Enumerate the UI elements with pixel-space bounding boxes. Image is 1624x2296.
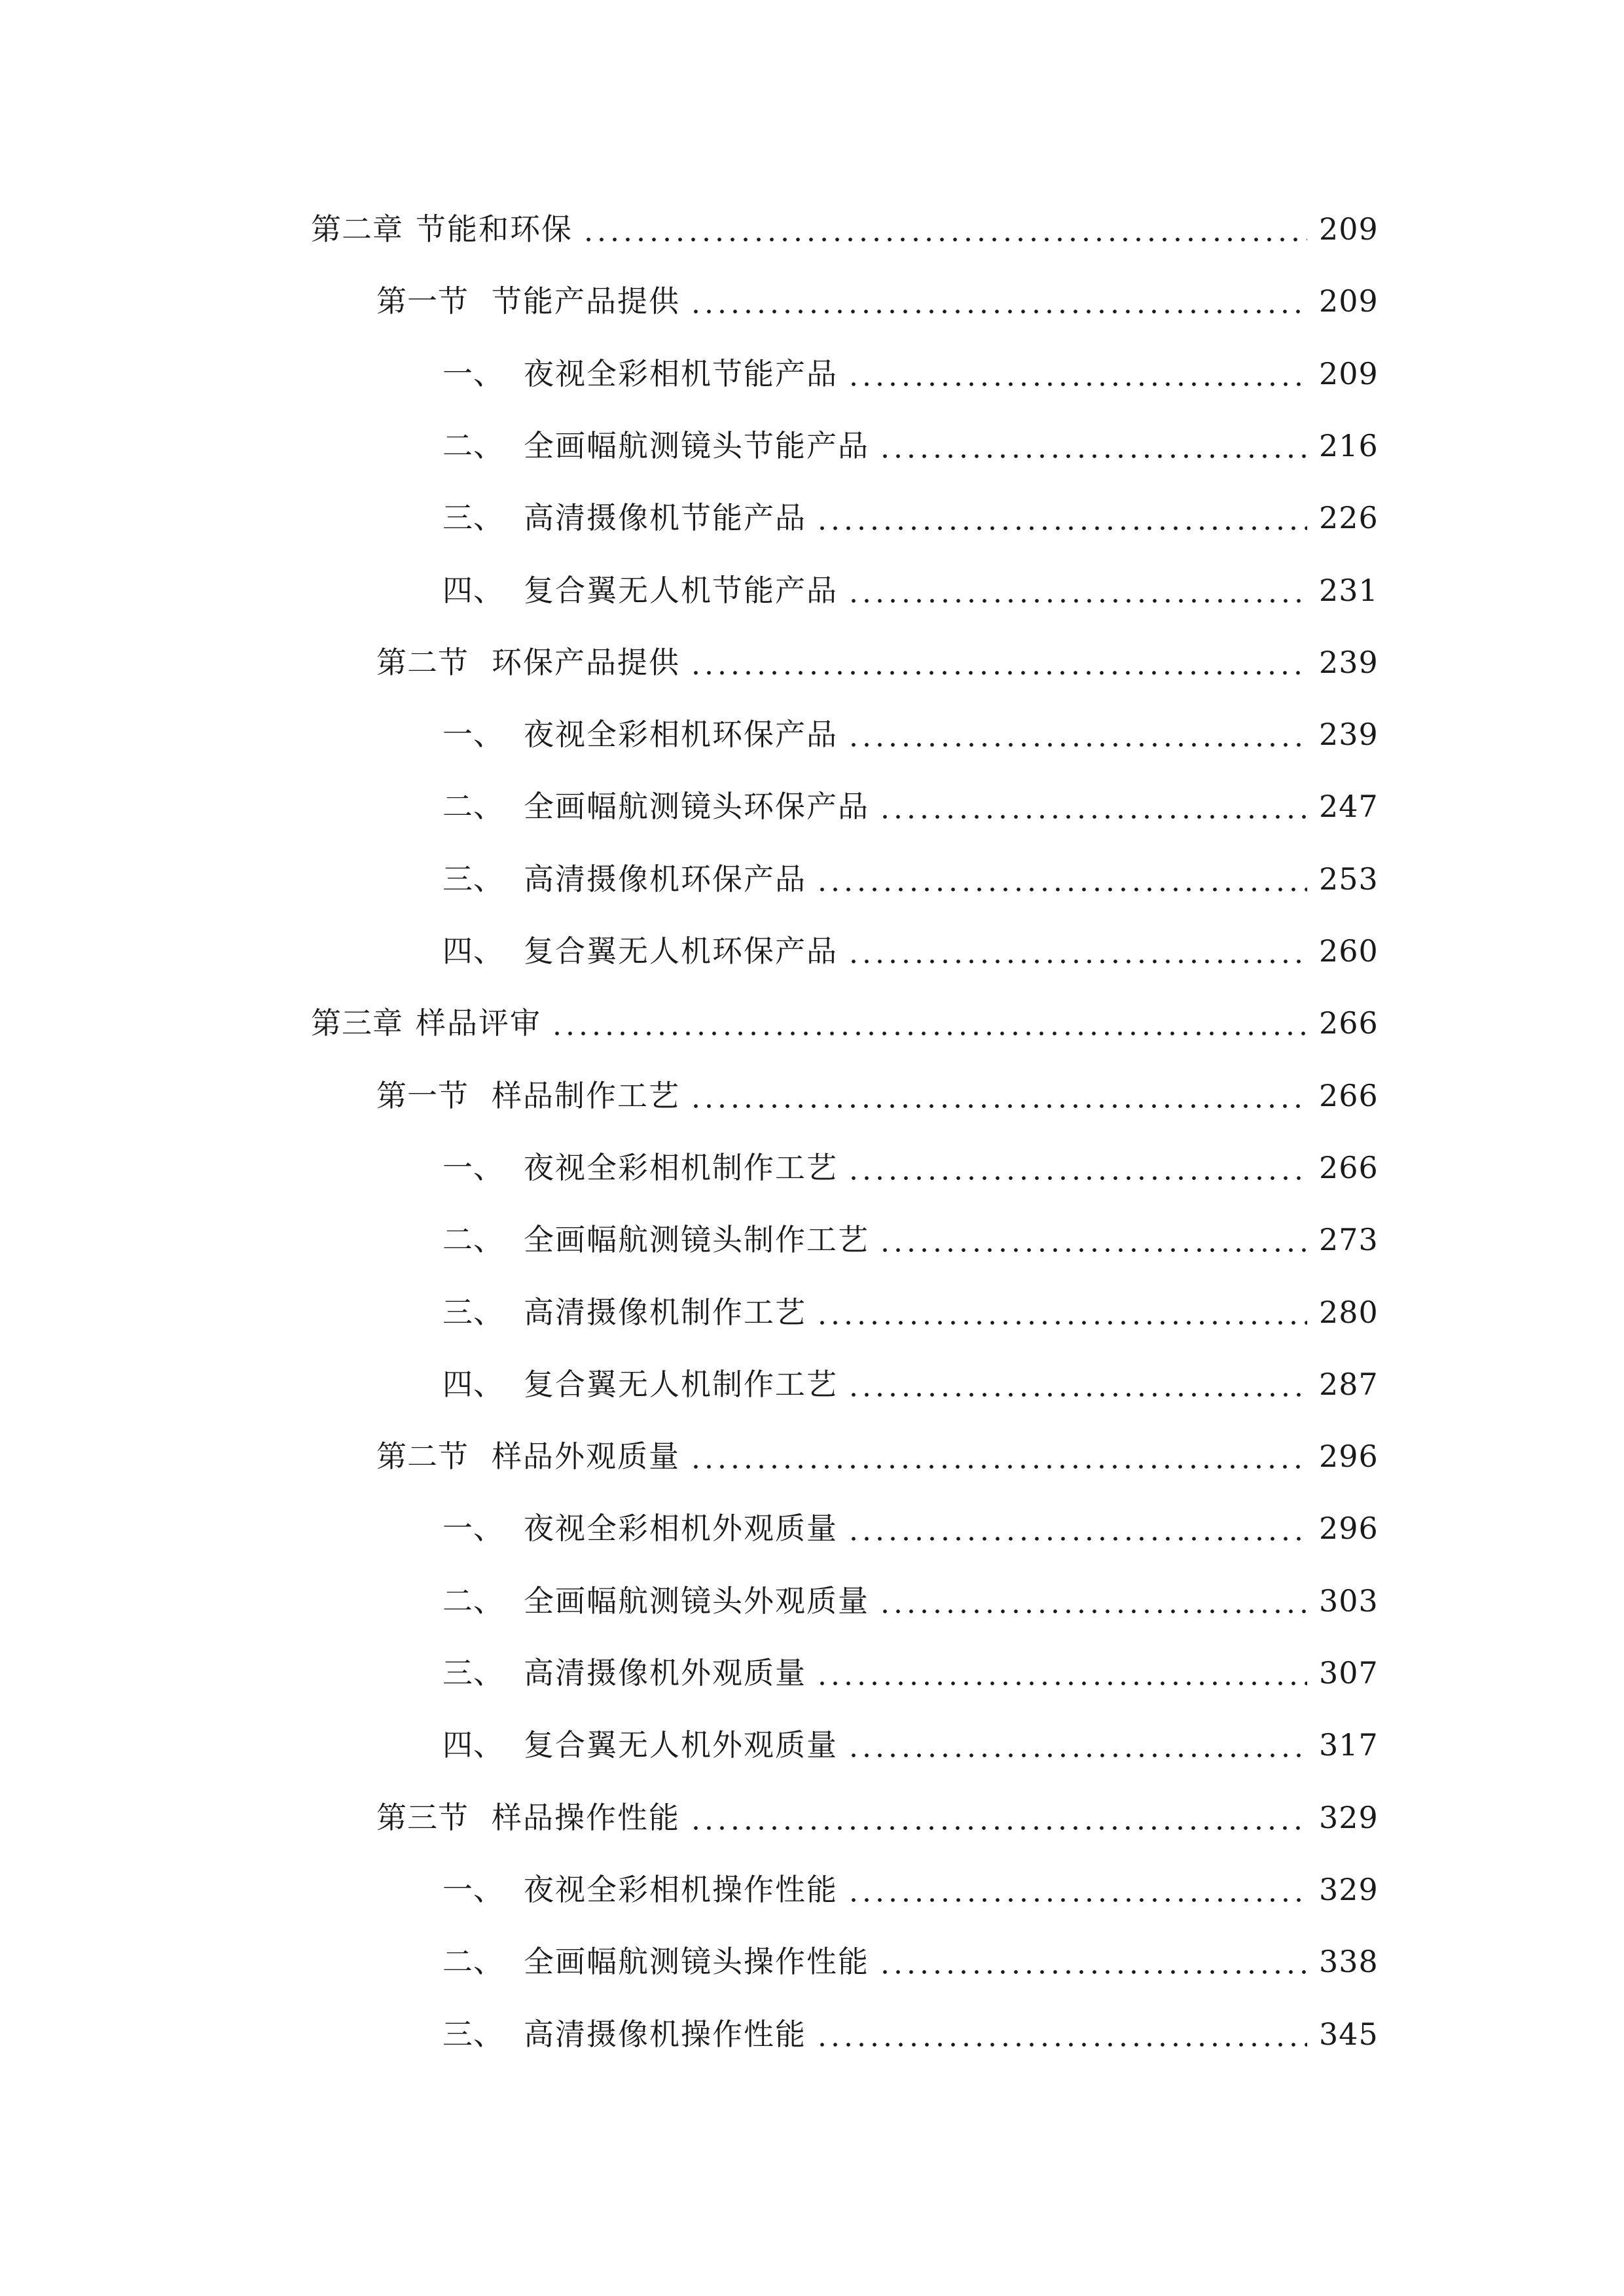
toc-entry-number: 四、 — [442, 573, 504, 608]
toc-entry-title: 复合翼无人机外观质量 — [524, 1727, 838, 1763]
toc-dot-leader — [878, 1213, 1307, 1266]
toc-entry-number: 四、 — [442, 933, 504, 969]
toc-entry-title: 夜视全彩相机环保产品 — [524, 717, 838, 752]
toc-entry-number: 第一节 — [376, 1078, 469, 1113]
toc-entry[interactable] — [442, 2008, 1379, 2060]
toc-entry-number: 第二节 — [376, 645, 469, 680]
toc-entry-number: 一、 — [442, 1872, 504, 1907]
toc-entry[interactable] — [442, 1141, 1379, 1194]
toc-entry-page-number: 338 — [1319, 1944, 1379, 1979]
toc-entry[interactable] — [311, 203, 1379, 255]
toc-entry-number: 一、 — [442, 717, 504, 752]
toc-entry-page-number: 266 — [1319, 1150, 1379, 1185]
toc-entry-title: 全画幅航测镜头制作工艺 — [524, 1222, 869, 1257]
toc-dot-leader — [878, 420, 1307, 472]
toc-entry[interactable] — [442, 1502, 1379, 1554]
toc-entry-page-number: 239 — [1319, 717, 1379, 752]
toc-entry-title: 样品操作性能 — [492, 1800, 680, 1835]
toc-entry-page-number: 260 — [1319, 933, 1379, 969]
toc-dot-leader — [816, 1647, 1307, 1699]
toc-dot-leader — [847, 1719, 1307, 1771]
toc-entry-number: 四、 — [442, 1727, 504, 1763]
toc-entry-title: 高清摄像机制作工艺 — [524, 1295, 806, 1330]
toc-dot-leader — [689, 1069, 1307, 1122]
toc-entry-number: 第一节 — [376, 283, 469, 319]
toc-dot-leader — [689, 275, 1307, 327]
toc-entry-title: 夜视全彩相机外观质量 — [524, 1511, 838, 1546]
toc-entry[interactable] — [442, 1213, 1379, 1266]
toc-entry-page-number: 266 — [1319, 1005, 1379, 1041]
toc-entry[interactable] — [442, 708, 1379, 761]
toc-entry-number: 二、 — [442, 1583, 504, 1619]
toc-entry[interactable] — [442, 1647, 1379, 1699]
toc-entry-page-number: 239 — [1319, 645, 1379, 680]
toc-entry-number: 二、 — [442, 1944, 504, 1979]
toc-entry-page-number: 287 — [1319, 1367, 1379, 1402]
toc-dot-leader — [689, 1791, 1307, 1844]
toc-entry-page-number: 253 — [1319, 861, 1379, 897]
toc-entry-title: 高清摄像机操作性能 — [524, 2017, 806, 2052]
toc-entry-number: 三、 — [442, 861, 504, 897]
toc-dot-leader — [847, 348, 1307, 400]
toc-entry-page-number: 209 — [1319, 211, 1379, 247]
toc-entry-page-number: 307 — [1319, 1655, 1379, 1691]
toc-entry-title: 夜视全彩相机制作工艺 — [524, 1150, 838, 1185]
toc-entry-number: 二、 — [442, 789, 504, 824]
toc-entry-page-number: 296 — [1319, 1511, 1379, 1546]
toc-entry[interactable] — [442, 853, 1379, 905]
toc-entry-number: 三、 — [442, 1655, 504, 1691]
toc-entry[interactable] — [376, 1430, 1379, 1482]
toc-entry-title: 节能产品提供 — [492, 283, 680, 319]
toc-entry-page-number: 226 — [1319, 500, 1379, 535]
toc-entry-page-number: 329 — [1319, 1872, 1379, 1907]
toc-entry-title: 全画幅航测镜头环保产品 — [524, 789, 869, 824]
toc-entry[interactable] — [442, 564, 1379, 617]
toc-entry-title: 全画幅航测镜头操作性能 — [524, 1944, 869, 1979]
toc-dot-leader — [582, 203, 1307, 255]
toc-entry[interactable] — [376, 636, 1379, 689]
toc-dot-leader — [878, 780, 1307, 833]
toc-dot-leader — [847, 1358, 1307, 1410]
toc-entry[interactable] — [442, 1358, 1379, 1410]
toc-dot-leader — [550, 997, 1307, 1049]
toc-entry-number: 二、 — [442, 428, 504, 463]
toc-entry-page-number: 231 — [1319, 573, 1379, 608]
toc-entry-page-number: 303 — [1319, 1583, 1379, 1619]
toc-entry-number: 第三节 — [376, 1800, 469, 1835]
toc-entry[interactable] — [442, 1863, 1379, 1916]
toc-dot-leader — [847, 708, 1307, 761]
toc-entry-number: 三、 — [442, 2017, 504, 2052]
toc-entry-title: 复合翼无人机制作工艺 — [524, 1367, 838, 1402]
toc-dot-leader — [847, 564, 1307, 617]
toc-entry-page-number: 345 — [1319, 2017, 1379, 2052]
toc-dot-leader — [689, 636, 1307, 689]
toc-entry-title: 节能和环保 — [416, 211, 573, 247]
toc-entry-title: 环保产品提供 — [492, 645, 680, 680]
toc-entry-number: 一、 — [442, 1511, 504, 1546]
toc-entry-page-number: 280 — [1319, 1295, 1379, 1330]
toc-entry[interactable] — [376, 275, 1379, 327]
toc-entry[interactable] — [442, 1575, 1379, 1627]
toc-entry-title: 高清摄像机环保产品 — [524, 861, 806, 897]
toc-entry-number: 一、 — [442, 356, 504, 391]
toc-entry-page-number: 209 — [1319, 283, 1379, 319]
toc-entry[interactable] — [442, 925, 1379, 977]
toc-entry-title: 样品评审 — [416, 1005, 541, 1041]
toc-entry-number: 二、 — [442, 1222, 504, 1257]
toc-entry-number: 第二章 — [311, 211, 403, 247]
toc-entry[interactable] — [442, 1935, 1379, 1988]
toc-entry-page-number: 216 — [1319, 428, 1379, 463]
toc-entry[interactable] — [442, 1286, 1379, 1338]
toc-entry[interactable] — [442, 492, 1379, 544]
toc-entry-title: 样品制作工艺 — [492, 1078, 680, 1113]
toc-entry-number: 第三章 — [311, 1005, 403, 1041]
toc-entry-title: 高清摄像机节能产品 — [524, 500, 806, 535]
toc-entry-page-number: 247 — [1319, 789, 1379, 824]
toc-entry[interactable] — [376, 1069, 1379, 1122]
toc-dot-leader — [689, 1430, 1307, 1482]
toc-entry[interactable] — [311, 997, 1379, 1049]
toc-entry-title: 夜视全彩相机节能产品 — [524, 356, 838, 391]
toc-entry-number: 三、 — [442, 500, 504, 535]
toc-dot-leader — [847, 1863, 1307, 1916]
toc-entry-number: 第二节 — [376, 1439, 469, 1474]
toc-entry-number: 四、 — [442, 1367, 504, 1402]
toc-entry-page-number: 329 — [1319, 1800, 1379, 1835]
toc-entry-title: 全画幅航测镜头外观质量 — [524, 1583, 869, 1619]
toc-entry-page-number: 209 — [1319, 356, 1379, 391]
toc-dot-leader — [816, 1286, 1307, 1338]
toc-entry-number: 一、 — [442, 1150, 504, 1185]
toc-entry-page-number: 296 — [1319, 1439, 1379, 1474]
toc-dot-leader — [847, 1502, 1307, 1554]
toc-entry-title: 全画幅航测镜头节能产品 — [524, 428, 869, 463]
toc-entry-page-number: 317 — [1319, 1727, 1379, 1763]
toc-entry-page-number: 273 — [1319, 1222, 1379, 1257]
toc-entry-page-number: 266 — [1319, 1078, 1379, 1113]
toc-entry[interactable] — [442, 348, 1379, 400]
toc-dot-leader — [847, 925, 1307, 977]
toc-entry-number: 三、 — [442, 1295, 504, 1330]
toc-entry[interactable] — [442, 1719, 1379, 1771]
toc-dot-leader — [816, 492, 1307, 544]
toc-dot-leader — [878, 1575, 1307, 1627]
toc-entry-title: 高清摄像机外观质量 — [524, 1655, 806, 1691]
toc-dot-leader — [847, 1141, 1307, 1194]
toc-entry-title: 复合翼无人机节能产品 — [524, 573, 838, 608]
toc-entry-title: 复合翼无人机环保产品 — [524, 933, 838, 969]
toc-entry-title: 夜视全彩相机操作性能 — [524, 1872, 838, 1907]
toc-dot-leader — [878, 1935, 1307, 1988]
toc-dot-leader — [816, 2008, 1307, 2060]
toc-entry-title: 样品外观质量 — [492, 1439, 680, 1474]
toc-entry[interactable] — [376, 1791, 1379, 1844]
toc-entry[interactable] — [442, 780, 1379, 833]
toc-dot-leader — [816, 853, 1307, 905]
toc-entry[interactable] — [442, 420, 1379, 472]
